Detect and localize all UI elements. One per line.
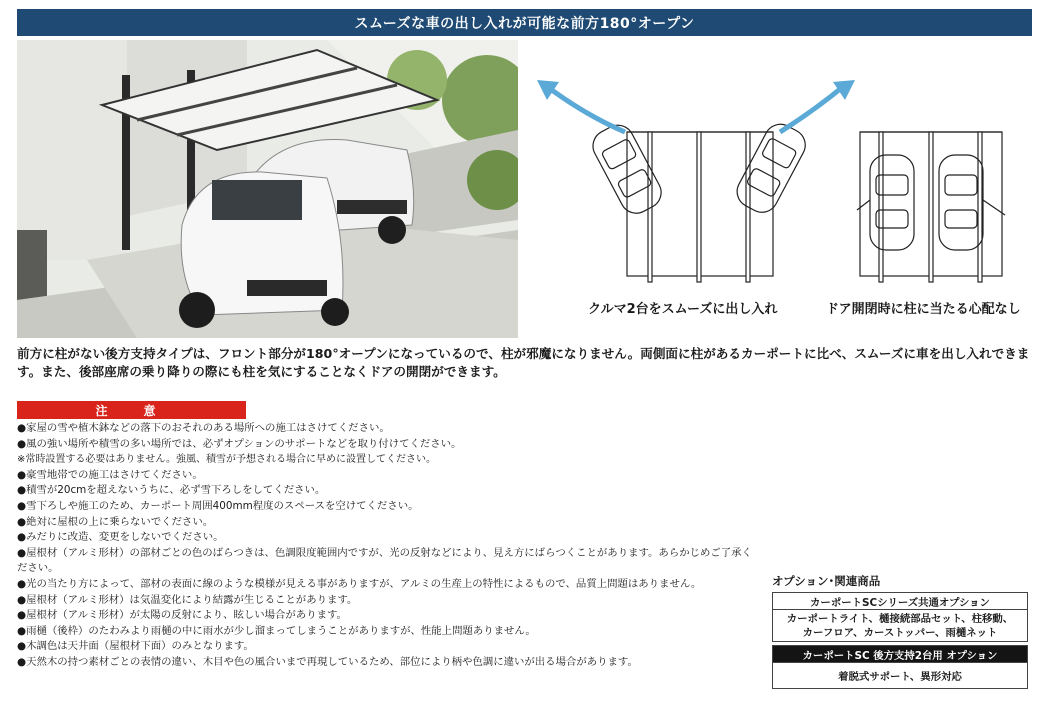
caution-item: ●絶対に屋根の上に乗らないでください。 <box>17 515 214 528</box>
left-arrow-icon <box>545 85 625 132</box>
caution-item: ●積雪が20cmを超えないうちに、必ず雪下ろしをしてください。 <box>17 484 326 497</box>
options-title: オプション･関連商品 <box>772 574 881 588</box>
carport-photo <box>17 40 518 338</box>
caution-item: ●天然木の持つ素材ごとの表情の違い、木目や色の風合いまで再現しているため、部位により柄や色調に違いが出る場合があります。 <box>17 655 638 668</box>
intro-text: 前方に柱がない後方支持タイプは、フロント部分が180°オープンになっているので、柱が邪魔になりません。両側面に柱があるカーポートに比べ、スムーズに車を出し入れできます。また、後部座席の乗り降りの際にも柱を気にすることなくドアの開閉ができます。 <box>17 346 1030 379</box>
right-arrow-icon <box>780 85 845 132</box>
left-diagram <box>587 119 810 282</box>
options-sc-body: 着脱式サポート、異形対応 <box>772 662 1028 689</box>
section-header: スムーズな車の出し入れが可能な前方180°オープン <box>17 9 1032 36</box>
caption-smooth-entry: クルマ2台をスムーズに出し入れ <box>588 302 778 317</box>
options-common-body <box>772 609 1028 642</box>
front-car <box>179 172 349 328</box>
caution-item: ●風の強い場所や積雪の多い場所では、必ずオプションのサポートなどを取り付けてください。 <box>17 437 462 450</box>
options-common-line: カーポートライト、樋接続部品セット、柱移動、 <box>786 612 1014 625</box>
caution-item: ●雨樋（後枠）のたわみより雨樋の中に雨水が少し溜まってしまうことがありますが、性能上問題ありません。 <box>17 624 536 637</box>
caution-item: ●屋根材（アルミ形材）の部材ごとの色のばらつきは、色調限度範囲内ですが、光の反射などにより、見え方にばらつくことがあります。あらかじめご了承ください。 <box>17 546 752 575</box>
caption-door-clearance: ドア開閉時に柱に当たる心配なし <box>826 302 1021 317</box>
caution-item: ●みだりに改造、変更をしないでください。 <box>17 531 224 544</box>
caution-item: ●木調色は天井面（屋根材下面）のみとなります。 <box>17 640 254 653</box>
options-sc-head: カーポートSC 後方支持2台用 オプション <box>772 645 1028 663</box>
options-common-head: カーポートSCシリーズ共通オプション <box>772 592 1028 610</box>
caution-item: ●屋根材（アルミ形材）が太陽の反射により、眩しい場合があります。 <box>17 609 347 622</box>
caution-item: ●屋根材（アルミ形材）は気温変化により結露が生じることがあります。 <box>17 593 358 606</box>
caution-item: ●豪雪地帯での施工はさけてください。 <box>17 468 203 481</box>
caution-note: ※常時設置する必要はありません。強風、積雪が予想される場合に早めに設置してください。 <box>17 454 436 466</box>
caution-item: ●雪下ろしや施工のため、カーポート周囲400mm程度のスペースを空けてください。 <box>17 499 419 512</box>
options-common-line: カーフロア、カーストッパー、雨樋ネット <box>802 626 998 639</box>
parking-diagram <box>525 60 1040 300</box>
caution-list <box>17 421 757 671</box>
right-diagram <box>857 132 1005 282</box>
caution-item: ●家屋の雪や植木鉢などの落下のおそれのある場所への施工はさけてください。 <box>17 422 390 434</box>
caution-item: ●光の当たり方によって、部材の表面に線のような模様が見える事がありますが、アルミの生産上の特性によるもので、品質上問題はありません。 <box>17 577 702 590</box>
caution-title: 注 意 <box>17 401 246 419</box>
